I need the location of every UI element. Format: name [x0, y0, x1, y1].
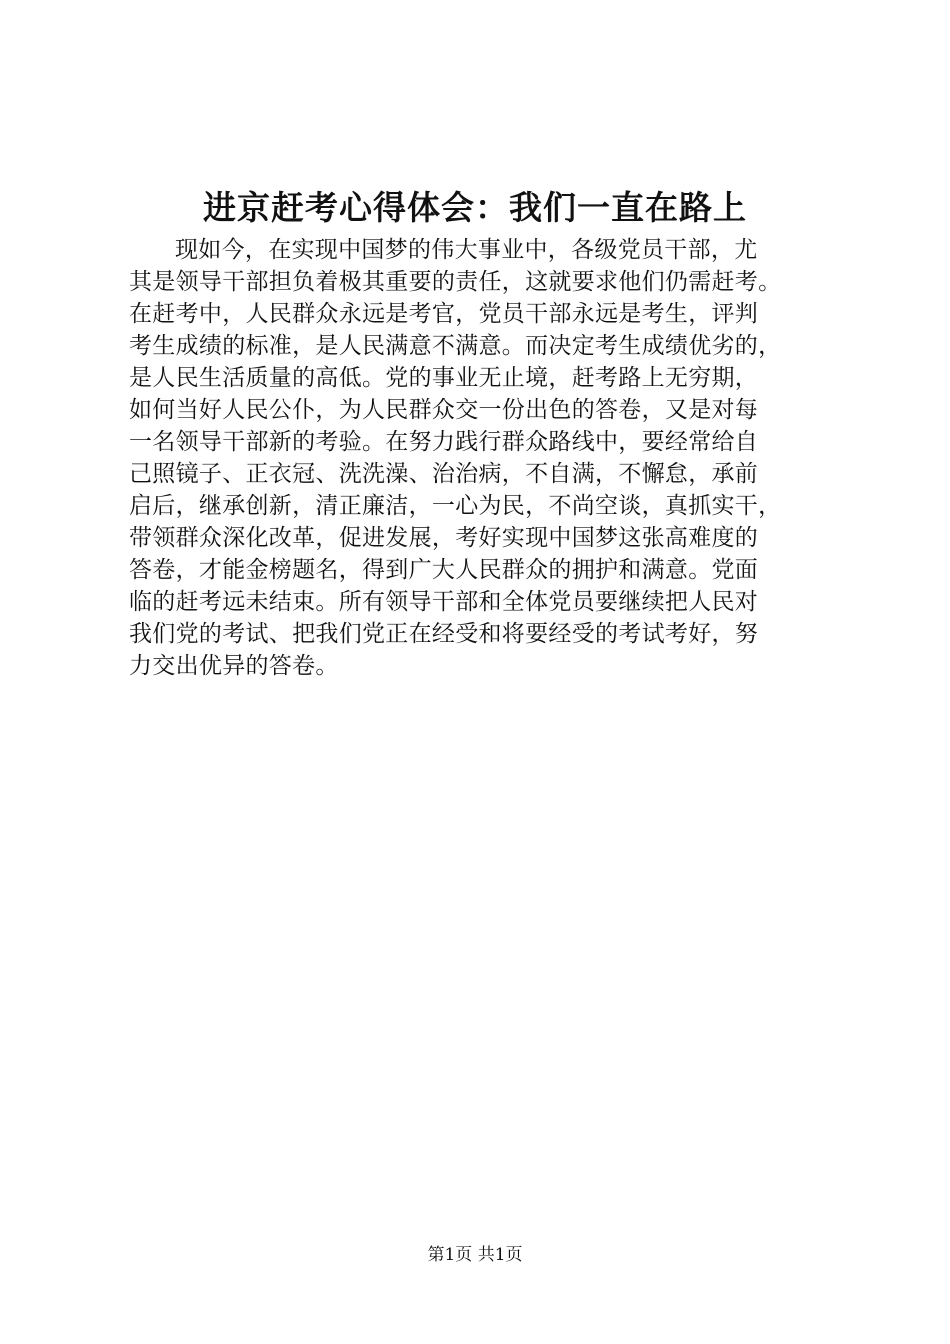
document-body [129, 234, 829, 682]
body-line: 是人民生活质量的高低。党的事业无止境，赶考路上无穷期， [129, 365, 759, 391]
body-line: 带领群众深化改革，促进发展，考好实现中国梦这张高难度的 [129, 525, 759, 551]
body-line: 己照镜子、正衣冠、洗洗澡、治治病，不自满，不懈怠，承前 [129, 461, 759, 487]
body-line: 一名领导干部新的考验。在努力践行群众路线中，要经常给自 [129, 429, 759, 455]
body-line: 答卷，才能金榜题名，得到广大人民群众的拥护和满意。党面 [129, 557, 759, 583]
body-line: 力交出优异的答卷。 [129, 653, 339, 679]
body-line: 其是领导干部担负着极其重要的责任，这就要求他们仍需赶考。 [129, 269, 782, 295]
page-footer: 第1页 共1页 [427, 1245, 523, 1265]
document-title: 进京赶考心得体会：我们一直在路上 [203, 188, 747, 227]
body-line: 临的赶考远未结束。所有领导干部和全体党员要继续把人民对 [129, 589, 759, 615]
body-line: 如何当好人民公仆，为人民群众交一份出色的答卷，又是对每 [129, 397, 759, 423]
body-line: 现如今，在实现中国梦的伟大事业中，各级党员干部，尤 [175, 237, 758, 263]
body-line: 考生成绩的标准，是人民满意不满意。而决定考生成绩优劣的， [129, 333, 782, 359]
body-line: 我们党的考试、把我们党正在经受和将要经受的考试考好，努 [129, 621, 759, 647]
body-line: 在赶考中，人民群众永远是考官，党员干部永远是考生，评判 [129, 301, 759, 327]
body-line: 启后，继承创新，清正廉洁，一心为民，不尚空谈，真抓实干， [129, 493, 782, 519]
